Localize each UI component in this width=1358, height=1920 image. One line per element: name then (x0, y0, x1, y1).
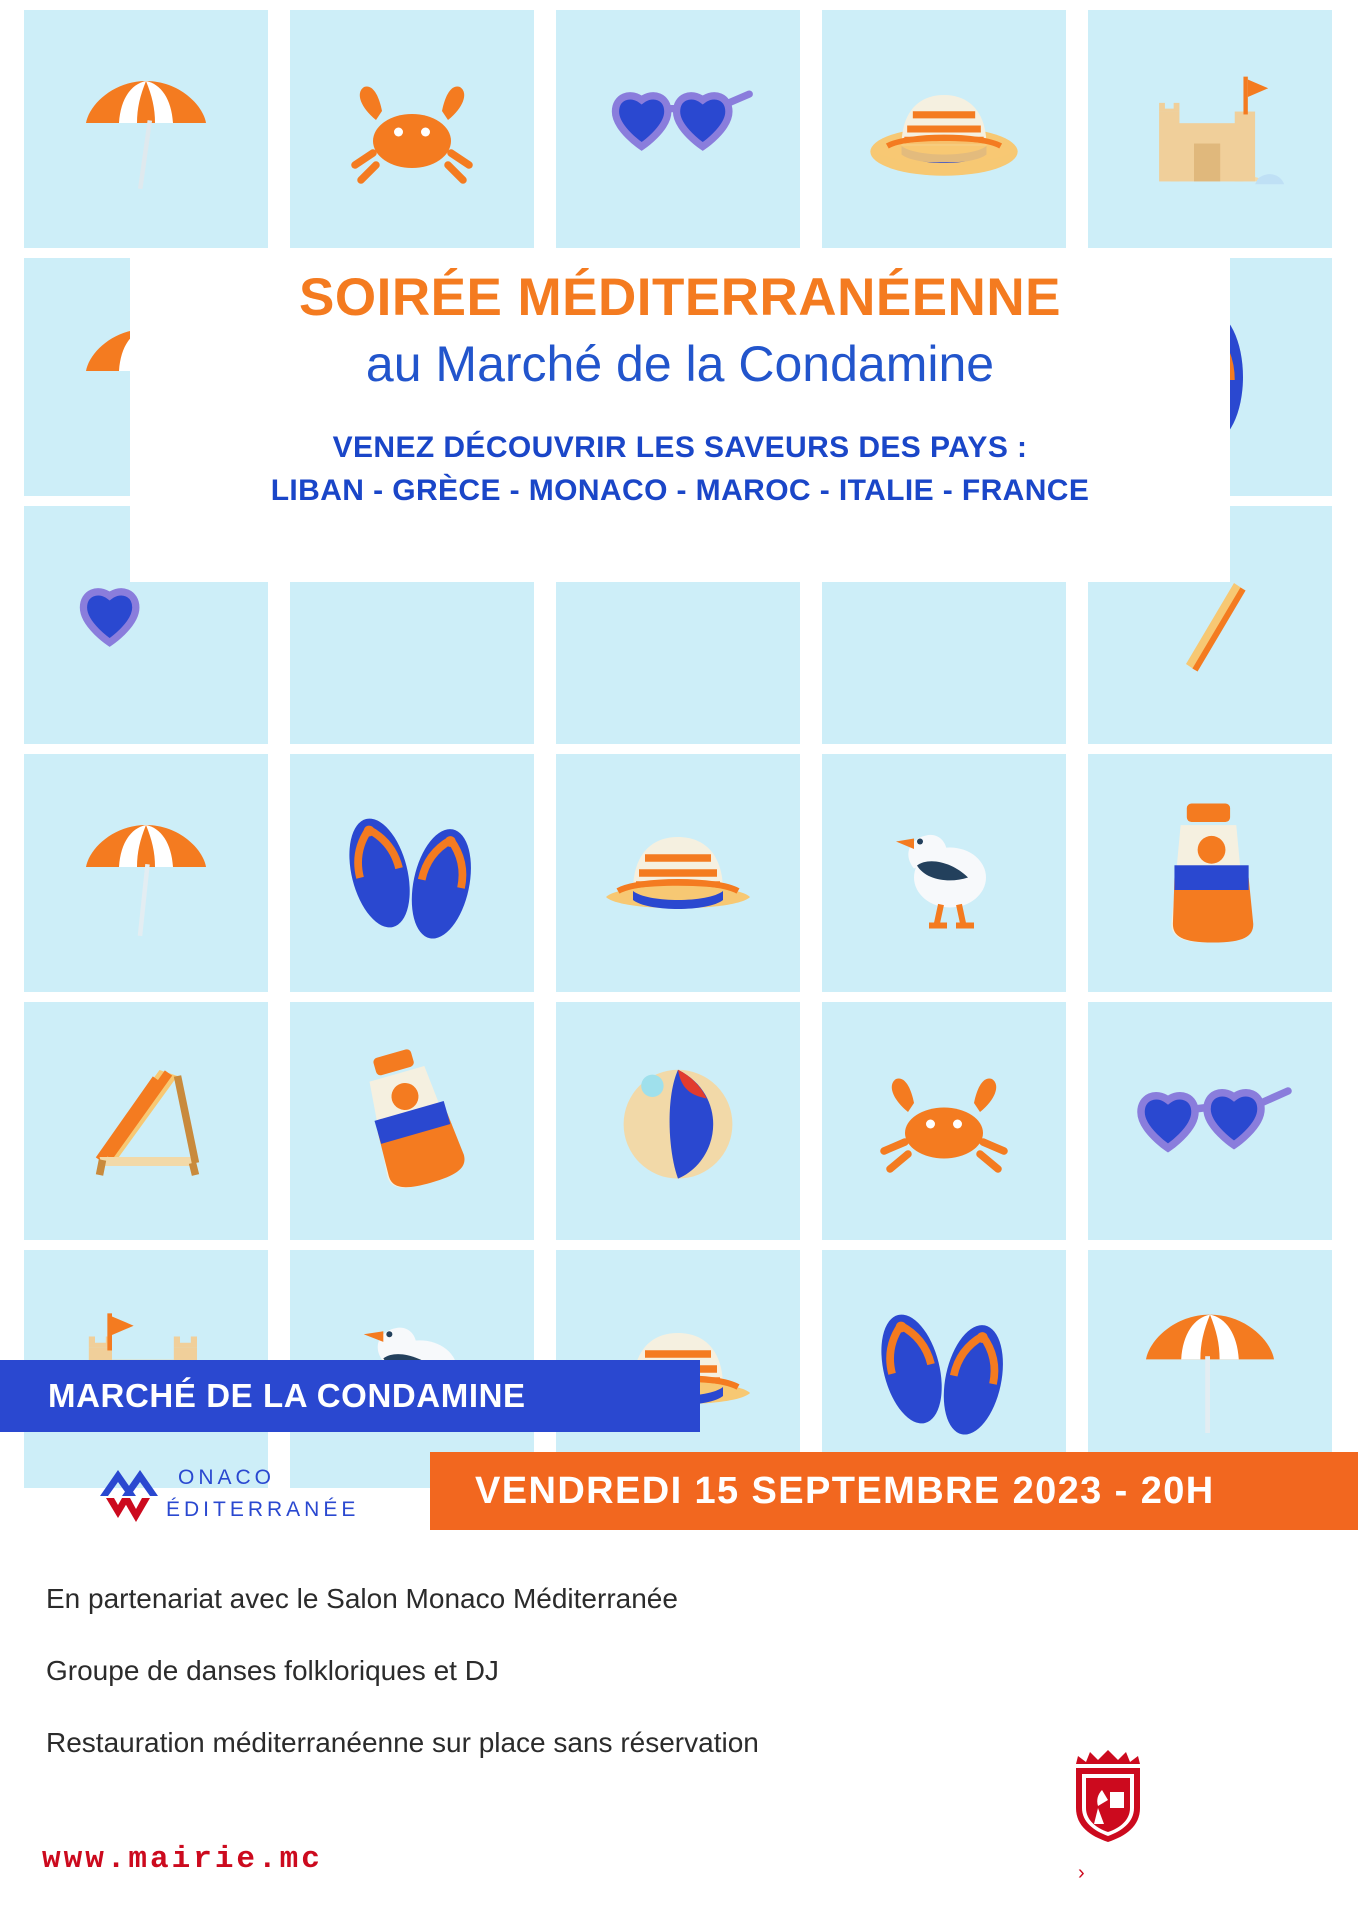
heart-sunglasses-icon (1088, 1002, 1332, 1240)
deck-chair-icon (24, 1002, 268, 1240)
beach-umbrella-icon (24, 754, 268, 992)
monaco-mediterranee-logo (92, 1462, 392, 1532)
page-title: SOIRÉE MÉDITERRANÉENNE (299, 268, 1061, 327)
beach-ball-icon (556, 1002, 800, 1240)
heart-sunglasses-icon (556, 10, 800, 248)
info-line-catering: Restauration méditerranéenne sur place sans réservation (46, 1727, 759, 1758)
monaco-coat-of-arms-icon (1068, 1742, 1148, 1846)
logo-text-mediterranee: ÉDITERRANÉE (166, 1498, 360, 1521)
flip-flops-icon (290, 754, 534, 992)
seagull-icon (822, 754, 1066, 992)
countries-intro: VENEZ DÉCOUVRIR LES SAVEURS DES PAYS : (332, 431, 1028, 465)
sunscreen-icon (1088, 754, 1332, 992)
market-name-label: MARCHÉ DE LA CONDAMINE (48, 1377, 526, 1414)
crab-icon (822, 1002, 1066, 1240)
website-link[interactable]: www.mairie.mc (42, 1842, 323, 1877)
info-line-partnership: En partenariat avec le Salon Monaco Méditerranée (46, 1583, 678, 1614)
event-info-list (46, 1585, 1046, 1801)
footer-caret-icon: › (1078, 1862, 1085, 1884)
sun-hat-icon (822, 10, 1066, 248)
page-subtitle: au Marché de la Condamine (365, 335, 995, 392)
sunscreen-icon (290, 1002, 534, 1240)
sun-hat-icon (556, 754, 800, 992)
countries-list: LIBAN - GRÈCE - MONACO - MAROC - ITALIE - FRANCE (270, 473, 1090, 507)
crab-icon (290, 10, 534, 248)
decorative-icon-grid (24, 10, 1334, 1488)
market-name-bar (0, 1360, 700, 1432)
event-date-bar (430, 1452, 1358, 1530)
headline-band (130, 252, 1230, 582)
event-date-label: VENDREDI 15 SEPTEMBRE 2023 - 20H (475, 1469, 1215, 1512)
beach-umbrella-icon (24, 10, 268, 248)
logo-text-monaco: ONACO (178, 1466, 276, 1489)
sandcastle-icon (1088, 10, 1332, 248)
info-line-entertainment: Groupe de danses folkloriques et DJ (46, 1655, 499, 1686)
countries-block (271, 427, 1090, 512)
